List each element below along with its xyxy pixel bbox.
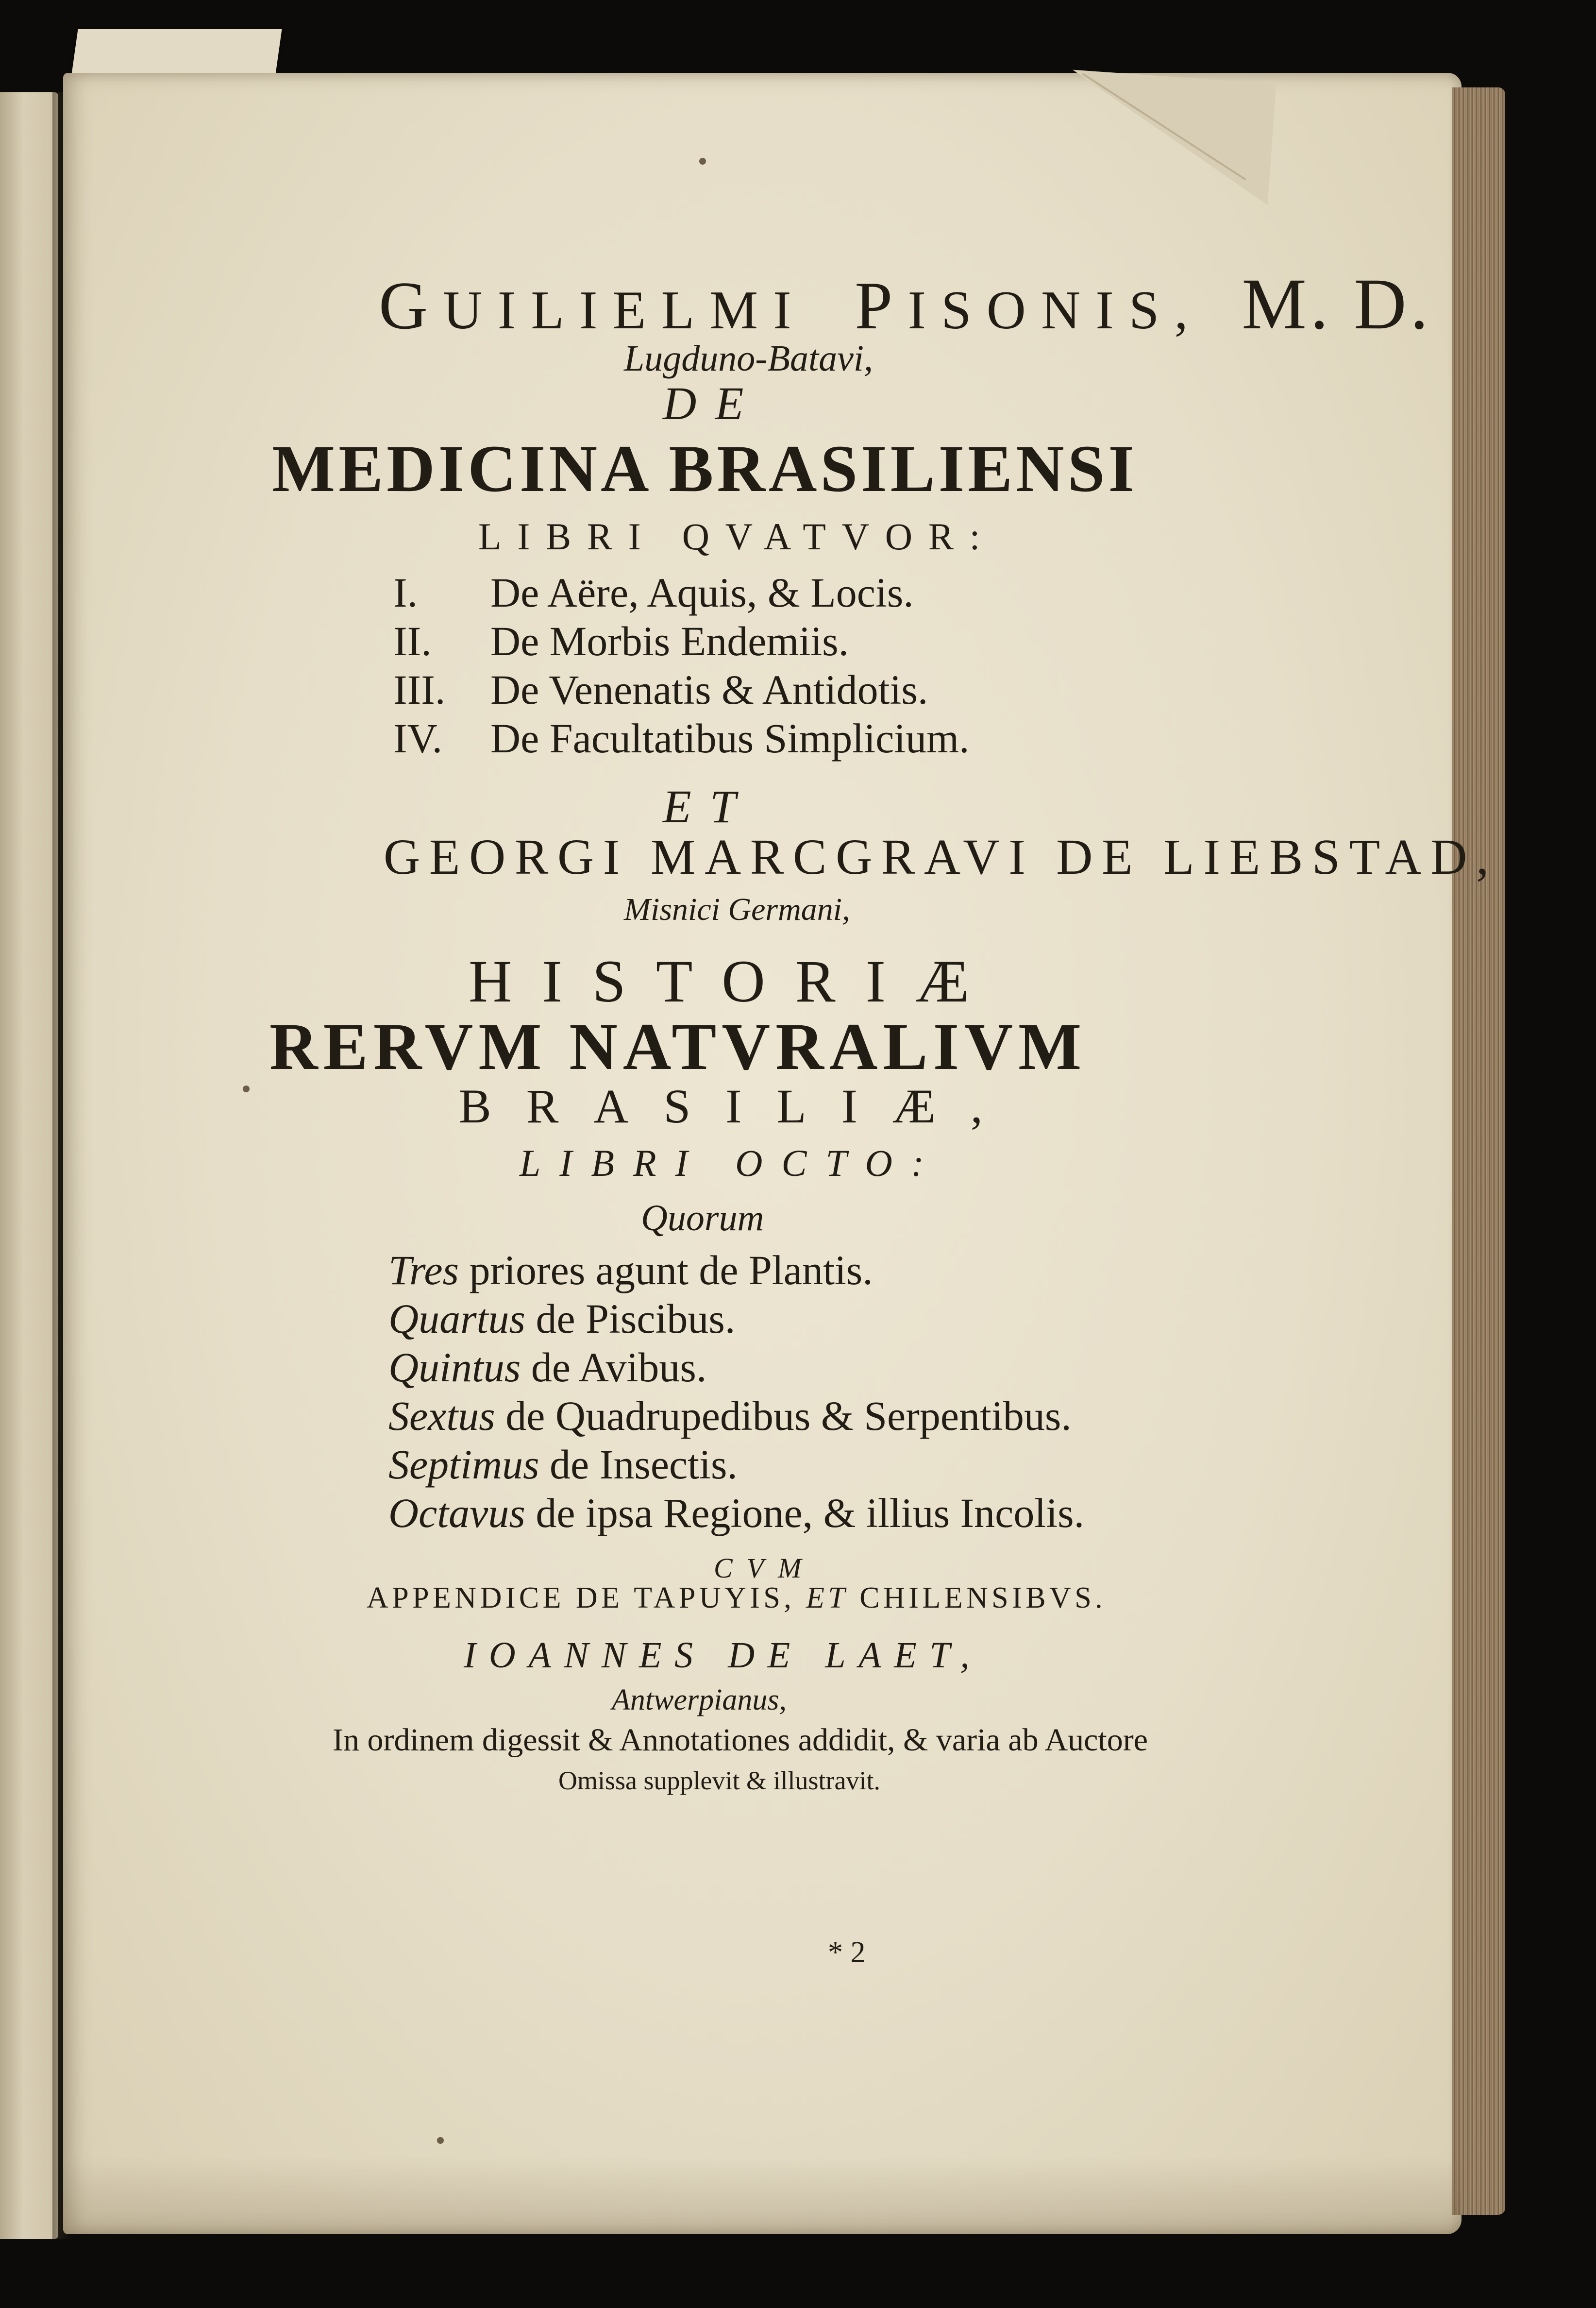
author-last-initial: P [855, 268, 908, 343]
list-item [388, 1489, 1084, 1537]
cum-heading: CVM [714, 1552, 816, 1584]
list-item [388, 1246, 873, 1294]
list-item-text: priores agunt de Plantis. [459, 1247, 873, 1293]
historiae-heading: HISTORIÆ [469, 948, 1000, 1015]
list-item-lead: Quintus [388, 1344, 521, 1391]
second-author: GEORGI MARCGRAVI DE LIEBSTAD, [384, 829, 1498, 885]
list-item-text: de Insectis. [539, 1441, 738, 1488]
list-item-text: de Piscibus. [525, 1295, 736, 1342]
list-item-number: IV. [393, 715, 443, 762]
list-item-lead: Sextus [388, 1392, 495, 1439]
list-item [388, 1392, 1072, 1440]
list-item-number: I. [393, 569, 418, 616]
ink-speck [437, 2137, 444, 2144]
list-item-lead: Septimus [388, 1441, 539, 1488]
list-item [388, 1440, 738, 1489]
list-item-lead: Octavus [388, 1490, 525, 1536]
author-first-initial: G [379, 268, 443, 343]
list-item-lead: Quartus [388, 1295, 525, 1342]
editor-note-line-1: In ordinem digessit & Annotationes addidit, & varia ab Auctore [333, 1722, 1148, 1758]
list-item-number: II. [393, 618, 432, 664]
editor-origin: Antwerpianus, [612, 1683, 787, 1716]
ink-speck [699, 158, 706, 165]
et-heading: ET [663, 781, 755, 832]
libri-octo-heading: LIBRI OCTO: [520, 1142, 943, 1184]
editor-note-line-2: Omissa supplevit & illustravit. [558, 1766, 880, 1795]
book-page-edges [1452, 87, 1505, 2215]
de-heading: DE [663, 377, 762, 429]
list-item [388, 1343, 706, 1392]
second-author-origin: Misnici Germani, [624, 892, 850, 927]
list-item-lead: Tres [388, 1247, 459, 1293]
list-item-text: de Quadrupedibus & Serpentibus. [495, 1392, 1072, 1439]
second-main-title: RERVM NATVRALIVM [269, 1009, 1087, 1084]
list-item-text: De Venenatis & Antidotis. [490, 666, 928, 713]
appendix-text-a: APPENDICE DE TAPUYIS, [367, 1581, 806, 1614]
facing-page-edge [0, 92, 58, 2239]
author-last-name-rest: ISONIS, [907, 280, 1204, 340]
list-item-text: de Avibus. [521, 1344, 707, 1391]
ink-speck [243, 1086, 250, 1092]
signature-mark: * 2 [828, 1936, 866, 1969]
list-item-text: De Aëre, Aquis, & Locis. [490, 569, 914, 616]
list-item-number: III. [393, 666, 446, 713]
author-first-name-rest: UILIELMI [443, 280, 806, 340]
brasiliae-heading: BRASILIÆ, [459, 1079, 1018, 1133]
quorum-heading: Quorum [641, 1198, 764, 1239]
appendix-et: ET [806, 1581, 849, 1614]
folded-corner [1064, 70, 1276, 205]
author-origin: Lugduno-Batavi, [624, 338, 873, 379]
main-title: MEDICINA BRASILIENSI [272, 431, 1138, 506]
list-item [388, 1294, 735, 1343]
libri-quatuor-heading: LIBRI QVATVOR: [478, 515, 996, 558]
author-name [379, 262, 1432, 346]
list-item-text: De Facultatibus Simplicium. [490, 715, 970, 762]
page-bottom-shading [63, 2156, 1462, 2234]
author-degree: M. D. [1242, 264, 1432, 344]
editor-name: IOANNES DE LAET, [464, 1635, 983, 1676]
appendix-text-b: CHILENSIBVS. [848, 1581, 1107, 1614]
list-item-text: de ipsa Regione, & illius Incolis. [525, 1490, 1085, 1536]
appendix-line [367, 1581, 1106, 1615]
list-item-text: De Morbis Endemiis. [490, 618, 849, 664]
